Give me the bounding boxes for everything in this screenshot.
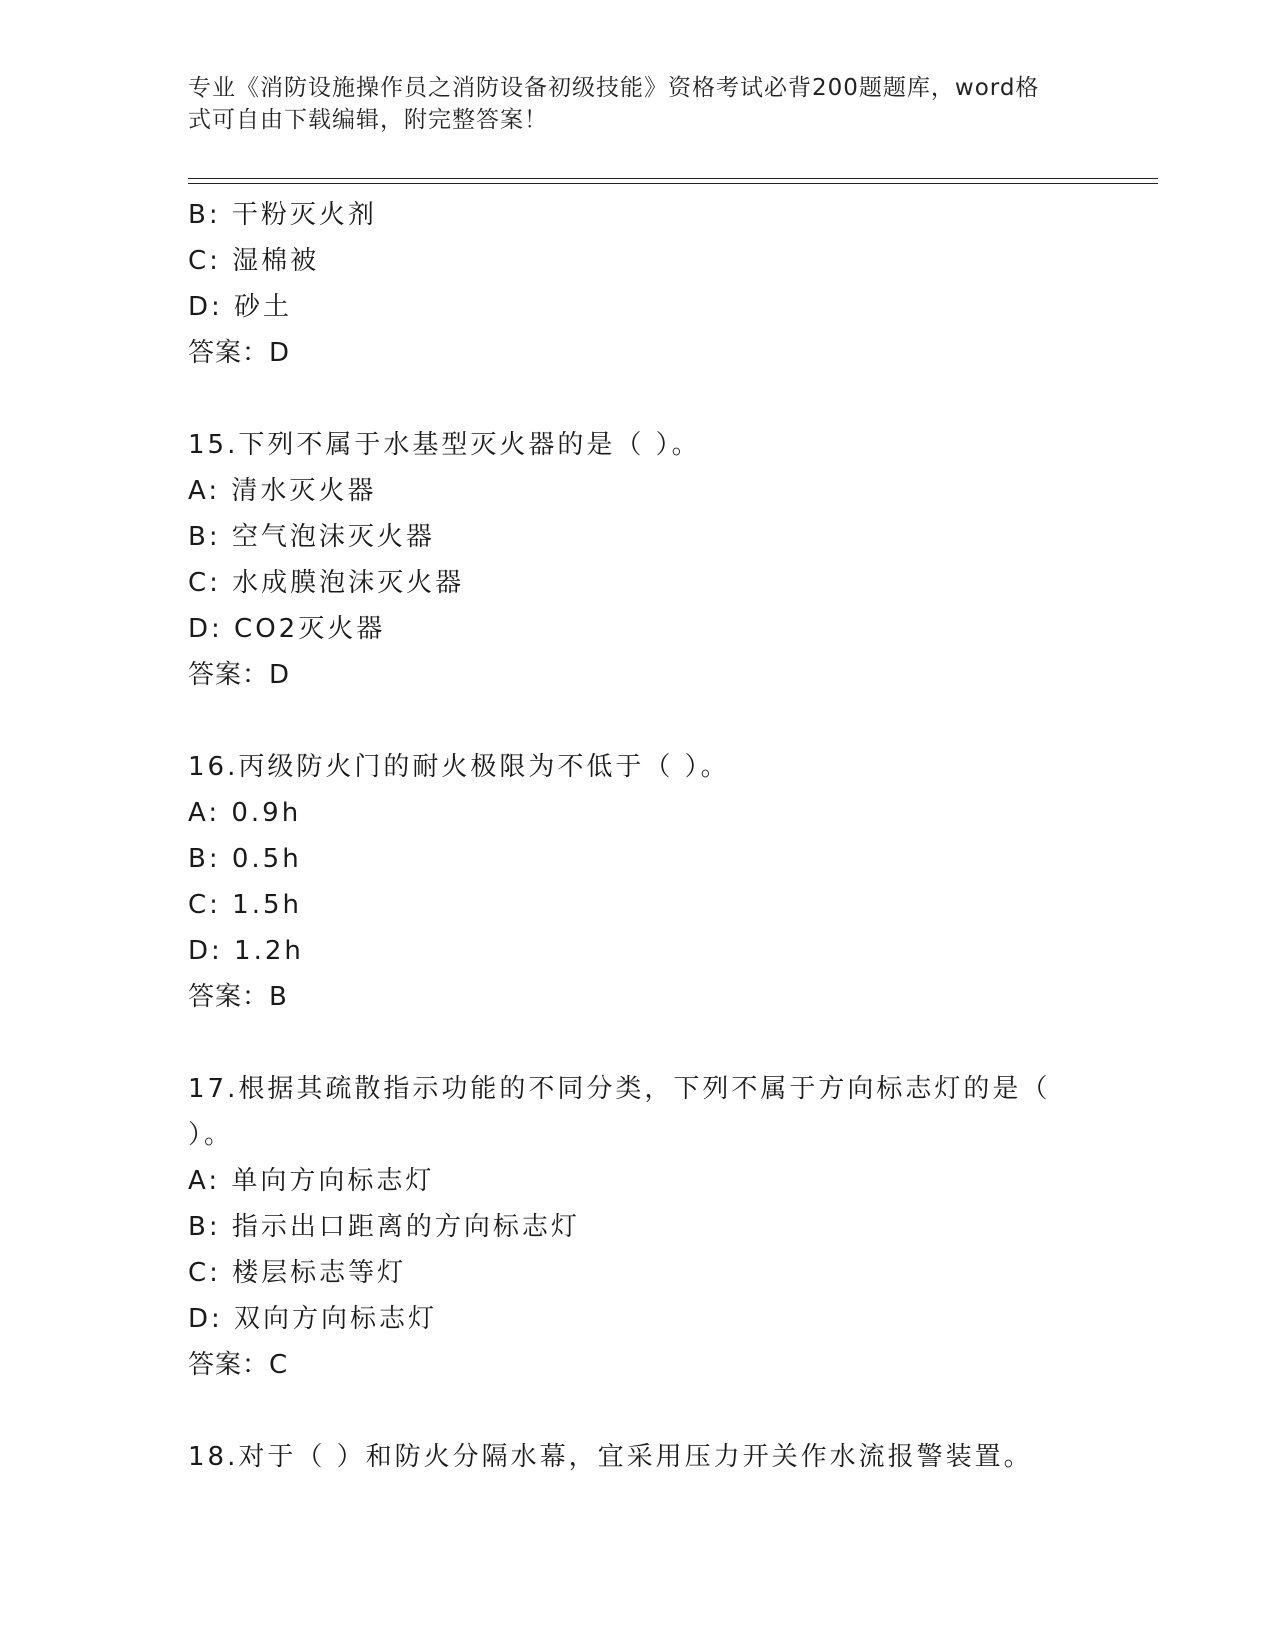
option-b: B: 0.5h [188,844,302,874]
option-b: B: 空气泡沫灭火器 [188,522,435,552]
question-17 [188,1066,1088,1388]
option-a: A: 清水灭火器 [188,476,377,506]
answer-line: 答案：C [188,1350,289,1380]
header-divider-bottom [188,183,1158,184]
header-line-2: 式可自由下载编辑，附完整答案！ [188,107,548,133]
option-c: C: 水成膜泡沫灭火器 [188,568,465,598]
option-c: C: 楼层标志等灯 [188,1258,407,1288]
question-stem: 15.下列不属于水基型灭火器的是（ ）。 [188,430,701,460]
option-d: D: 1.2h [188,936,304,966]
question-stem-line-1: 17.根据其疏散指示功能的不同分类，下列不属于方向标志灯的是（ [188,1074,1051,1104]
header-line-1: 专业《消防设施操作员之消防设备初级技能》资格考试必背200题题库，word格 [188,75,1040,101]
question-stem: 16.丙级防火门的耐火极限为不低于（ ）。 [188,752,730,782]
option-d: D: CO2灭火器 [188,614,386,644]
question-stem-line-2: ）。 [188,1120,234,1150]
question-stem: 18.对于（ ）和防火分隔水幕，宜采用压力开关作水流报警装置。 [188,1442,1033,1472]
option-d: D: 砂土 [188,292,293,322]
answer-line: 答案：D [188,660,291,690]
option-a: A: 0.9h [188,798,302,828]
question-16 [188,744,1088,1020]
option-d: D: 双向方向标志灯 [188,1304,438,1334]
answer-line: 答案：D [188,338,291,368]
question-list [188,192,1088,1480]
header-divider-top [188,178,1158,179]
option-c: C: 湿棉被 [188,246,320,276]
document-header [188,72,1068,136]
option-b: B: 干粉灭火剂 [188,200,377,230]
option-c: C: 1.5h [188,890,303,920]
answer-line: 答案：B [188,982,288,1012]
question-14-continuation [188,192,1088,376]
option-a: A: 单向方向标志灯 [188,1166,435,1196]
question-18 [188,1434,1088,1480]
question-15 [188,422,1088,698]
option-b: B: 指示出口距离的方向标志灯 [188,1212,580,1242]
